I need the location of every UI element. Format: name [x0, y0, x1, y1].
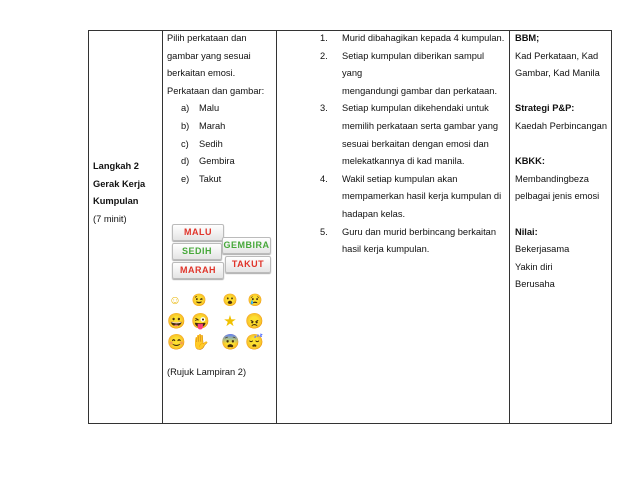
bbm-line: Kad Perkataan, Kad — [515, 50, 599, 61]
column-divider — [162, 30, 163, 424]
hand-face-icon: ✋ — [191, 334, 210, 351]
surprised-face-icon: 😮 — [222, 293, 238, 307]
kbkk-line: pelbagai jenis emosi — [515, 191, 600, 202]
step-duration: (7 minit) — [93, 213, 127, 224]
happy-face-icon: 😊 — [167, 334, 186, 351]
activity-step: 5. Guru dan murid berbincang berkaitan hasil kerja kumpulan. — [320, 226, 497, 255]
bbm-heading: BBM; — [515, 33, 540, 43]
step-subtitle: Kumpulan — [93, 196, 139, 207]
content-line: Perkataan dan gambar: — [167, 85, 265, 96]
strategi-line: Kaedah Perbincangan — [515, 120, 608, 131]
list-item: c) Sedih — [181, 138, 223, 149]
step-subtitle: Gerak Kerja — [93, 178, 146, 189]
content-line: berkaitan emosi. — [167, 68, 236, 79]
list-item: b) Marah — [181, 120, 226, 131]
sleepy-face-icon: 😴 — [245, 334, 264, 351]
activity-step: 1. Murid dibahagikan kepada 4 kumpulan. — [320, 33, 505, 43]
content-cell — [167, 30, 275, 188]
word-card-sedih: SEDIH — [172, 243, 222, 260]
nilai-heading: Nilai: — [515, 226, 538, 237]
wink-face-icon: 😉 — [191, 293, 207, 307]
nilai-line: Bekerjasama — [515, 244, 570, 255]
column-divider — [276, 30, 277, 424]
activity-step: 4. Wakil setiap kumpulan akan mempamerkan hasil kerja kumpulan di hadapan kelas. — [320, 173, 502, 219]
grin-face-icon: 😀 — [167, 313, 186, 330]
tongue-face-icon: 😜 — [191, 313, 210, 330]
fear-face-icon: 😨 — [221, 334, 240, 351]
bbm-line: Gambar, Kad Manila — [515, 68, 600, 79]
activity-step: 2. Setiap kumpulan diberikan sampul yang mengandungi gambar dan perkataan. — [320, 50, 498, 96]
list-item: e) Takut — [181, 173, 222, 184]
content-line: gambar yang sesuai — [167, 50, 251, 61]
column-divider — [509, 30, 510, 424]
kbkk-heading: KBKK: — [515, 156, 545, 167]
word-card-malu: MALU — [172, 224, 224, 241]
reference-note: (Rujuk Lampiran 2) — [167, 367, 247, 377]
nilai-line: Berusaha — [515, 279, 555, 290]
step-title: Langkah 2 — [93, 161, 139, 171]
word-card-takut: TAKUT — [225, 256, 271, 273]
notes-cell — [515, 30, 611, 294]
angry-face-icon: 😠 — [245, 313, 264, 330]
strategi-heading: Strategi P&P: — [515, 103, 575, 114]
kbkk-line: Membandingbeza — [515, 173, 589, 184]
emotion-list — [167, 100, 275, 188]
word-card-gembira: GEMBIRA — [222, 237, 271, 254]
step-cell — [93, 158, 161, 228]
content-line: Pilih perkataan dan — [167, 33, 247, 43]
nilai-line: Yakin diri — [515, 261, 553, 272]
list-item: a) Malu — [181, 103, 220, 114]
list-item: d) Gembira — [181, 156, 235, 167]
crying-face-icon: 😢 — [247, 293, 263, 307]
smile-face-icon: ☺ — [168, 293, 182, 307]
activity-step: 3. Setiap kumpulan dikehendaki untuk memilih perkataan serta gambar yang sesuai berkaitan dengan emosi dan melekatkannya di kad manila. — [320, 103, 499, 167]
word-card-marah: MARAH — [172, 262, 224, 279]
star-icon: ★ — [223, 313, 237, 330]
activity-cell — [320, 30, 506, 259]
